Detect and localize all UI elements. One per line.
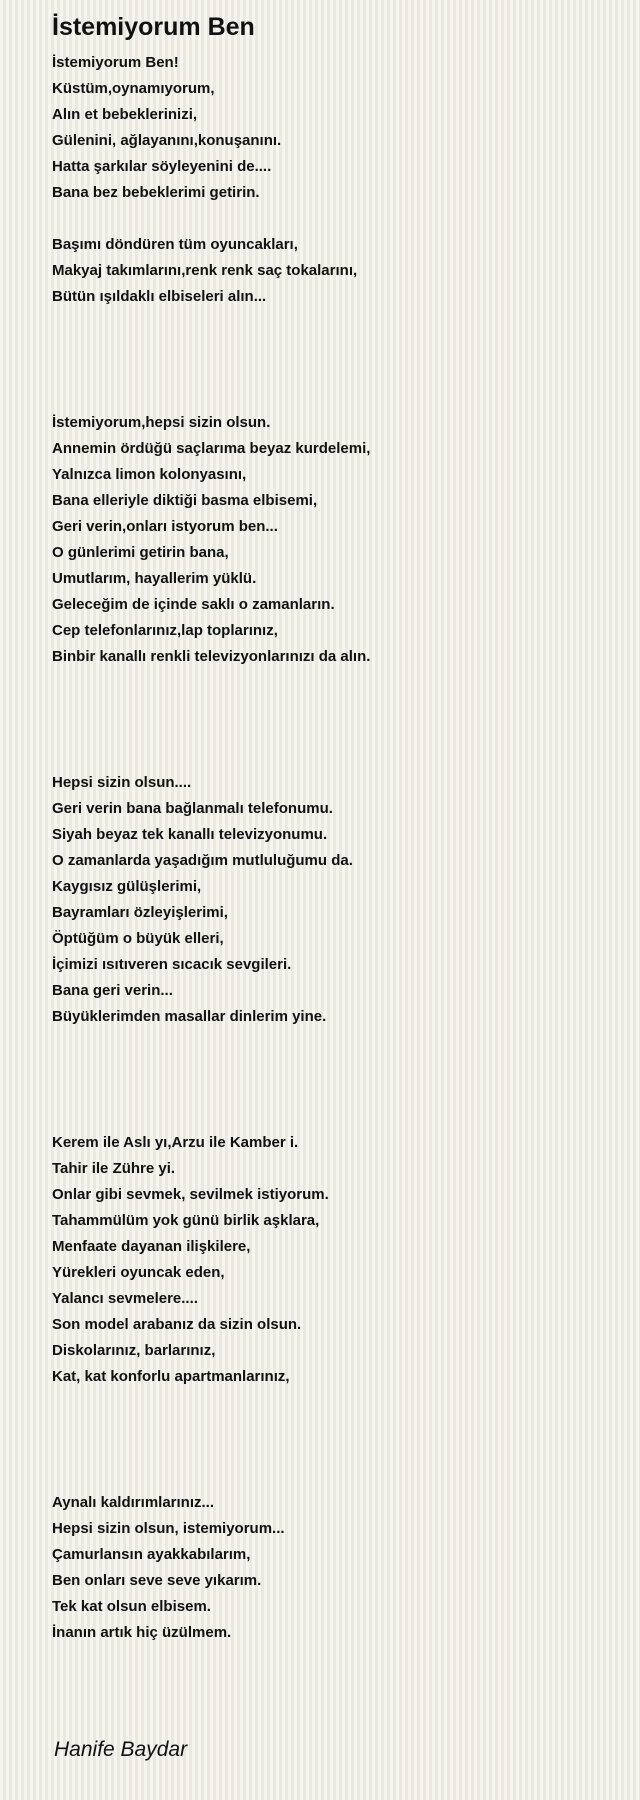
poem-line: Öptüğüm o büyük elleri,: [52, 930, 224, 947]
poem-line: İçimizi ısıtıveren sıcacık sevgileri.: [52, 956, 292, 973]
poem-line: Makyaj takımlarını,renk renk saç tokalarını,: [52, 262, 358, 279]
poem-line: Onlar gibi sevmek, sevilmek istiyorum.: [52, 1186, 329, 1203]
poem-line: Bana elleriyle diktiği basma elbisemi,: [52, 492, 318, 509]
poem-line: Menfaate dayanan ilişkilere,: [52, 1238, 251, 1255]
poem-line: Ben onları seve seve yıkarım.: [52, 1572, 262, 1589]
poem-line: O günlerimi getirin bana,: [52, 544, 229, 561]
poem-line: Kaygısız gülüşlerimi,: [52, 878, 202, 895]
poem-line: Tahammülüm yok günü birlik aşklara,: [52, 1212, 320, 1229]
stanza-2: [52, 232, 357, 310]
poem-title: İstemiyorum Ben: [52, 13, 255, 41]
poem-line: Hepsi sizin olsun....: [52, 774, 192, 791]
poem-line: Alın et bebeklerinizi,: [52, 106, 198, 123]
poem-line: Gülenini, ağlayanını,konuşanını.: [52, 132, 282, 149]
poem-line: Aynalı kaldırımlarınız...: [52, 1494, 214, 1511]
poem-line: Hatta şarkılar söyleyenini de....: [52, 158, 272, 175]
poem-line: Yalnızca limon kolonyasını,: [52, 466, 247, 483]
poem-line: Çamurlansın ayakkabılarım,: [52, 1546, 251, 1563]
stanza-5: [52, 1130, 329, 1390]
poem-line: İstemiyorum,hepsi sizin olsun.: [52, 414, 271, 431]
poem-line: Geri verin bana bağlanmalı telefonumu.: [52, 800, 333, 817]
poem-line: Annemin ördüğü saçlarıma beyaz kurdelemi,: [52, 440, 371, 457]
poem-line: Cep telefonlarınız,lap toplarınız,: [52, 622, 278, 639]
poem-line: O zamanlarda yaşadığım mutluluğumu da.: [52, 852, 353, 869]
poem-line: Bayramları özleyişlerimi,: [52, 904, 228, 921]
poem-line: Son model arabanız da sizin olsun.: [52, 1316, 302, 1333]
poem-line: İstemiyorum Ben!: [52, 54, 179, 71]
poem-line: Diskolarınız, barlarınız,: [52, 1342, 216, 1359]
stanza-1: [52, 50, 281, 206]
poem-line: Yürekleri oyuncak eden,: [52, 1264, 225, 1281]
poem-line: Bana bez bebeklerimi getirin.: [52, 184, 260, 201]
stanza-6: [52, 1490, 285, 1646]
poem-line: İnanın artık hiç üzülmem.: [52, 1624, 232, 1641]
poem-line: Kat, kat konforlu apartmanlarınız,: [52, 1368, 290, 1385]
poem-line: Küstüm,oynamıyorum,: [52, 80, 215, 97]
poem-line: Hepsi sizin olsun, istemiyorum...: [52, 1520, 285, 1537]
poem-line: Siyah beyaz tek kanallı televizyonumu.: [52, 826, 328, 843]
stanza-4: [52, 770, 353, 1030]
stanza-3: [52, 410, 370, 670]
poem-line: Tek kat olsun elbisem.: [52, 1598, 211, 1615]
poem-line: Geleceğim de içinde saklı o zamanların.: [52, 596, 335, 613]
poem-line: Tahir ile Zühre yi.: [52, 1160, 176, 1177]
poem-line: Başımı döndüren tüm oyuncakları,: [52, 236, 298, 253]
poem-line: Bana geri verin...: [52, 982, 173, 999]
poem-line: Yalancı sevmelere....: [52, 1290, 198, 1307]
poem-line: Geri verin,onları istyorum ben...: [52, 518, 278, 535]
poem-author: Hanife Baydar: [54, 1738, 188, 1761]
poem-line: Kerem ile Aslı yı,Arzu ile Kamber i.: [52, 1134, 299, 1151]
poem-line: Binbir kanallı renkli televizyonlarınızı da alın.: [52, 648, 371, 665]
poem-line: Umutlarım, hayallerim yüklü.: [52, 570, 257, 587]
poem-line: Büyüklerimden masallar dinlerim yine.: [52, 1008, 327, 1025]
poem-line: Bütün ışıldaklı elbiseleri alın...: [52, 288, 267, 305]
